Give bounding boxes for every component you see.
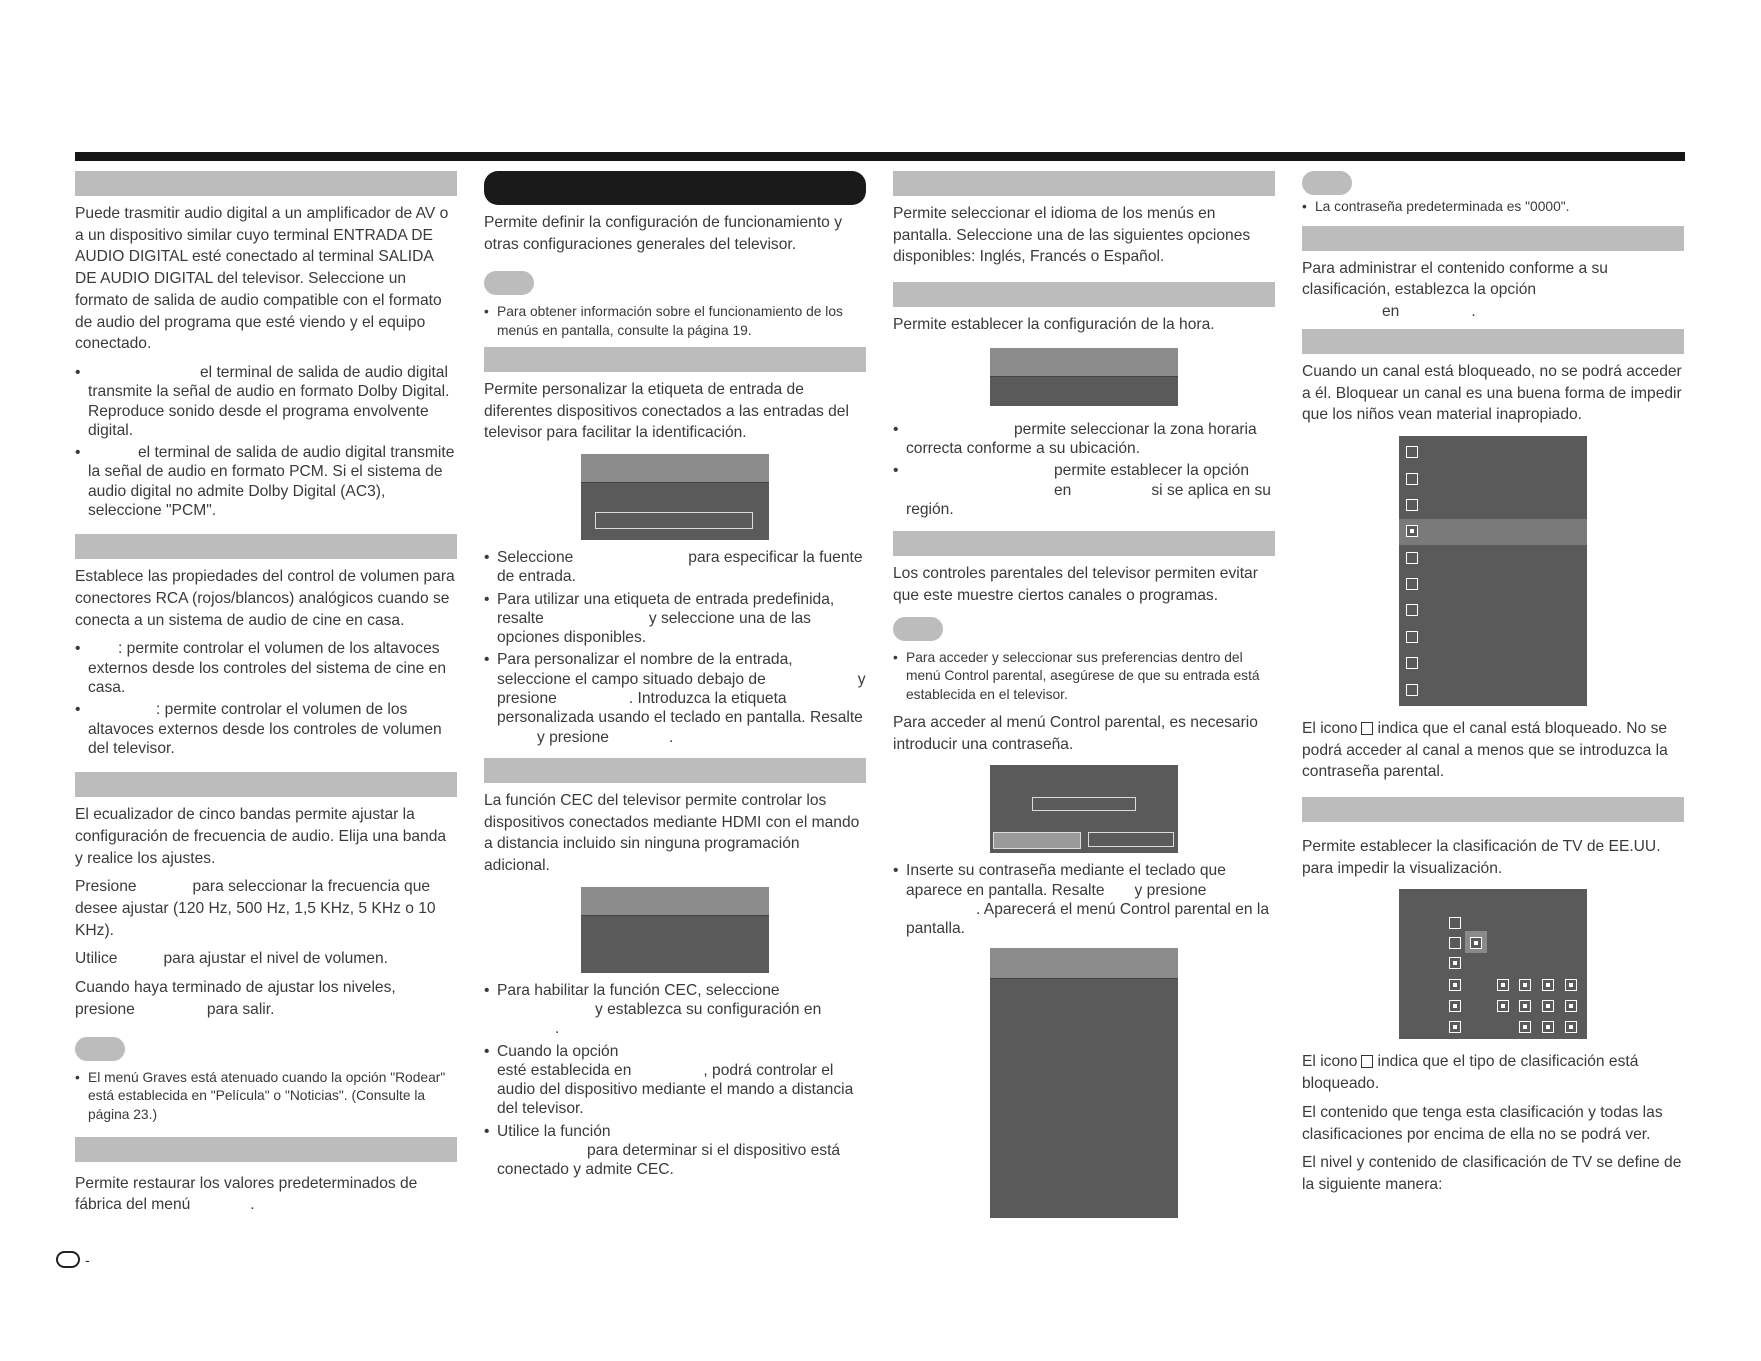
list-item: • Inserte su contraseña mediante el teclado que aparece en pantalla. Resalte y presione . Aparecerá el menú Control parental en la pantalla.: [893, 861, 1275, 938]
section-header-setup: [484, 171, 866, 205]
list-item: • Cuando la opción esté establecida en , podrá controlar el audio del dispositivo mediante el mando a distancia del televisor.: [484, 1042, 866, 1119]
checkbox[interactable]: [1449, 937, 1461, 949]
column-2: [484, 171, 866, 1183]
checkbox[interactable]: [1406, 657, 1418, 669]
lock-checkbox[interactable]: [1542, 1021, 1554, 1033]
section-header-cec: [484, 758, 866, 783]
bullet-list: [893, 861, 1275, 938]
bullet-list: [893, 420, 1275, 519]
lock-icon: [1361, 1055, 1373, 1068]
lock-checkbox[interactable]: [1565, 979, 1577, 991]
list-item: • Para utilizar una etiqueta de entrada predefinida, resalte y seleccione una de las opciones disponibles.: [484, 590, 866, 648]
paragraph: La función CEC del televisor permite controlar los dispositivos conectados mediante HDMI con el mando a distancia incluido sin ninguna programación adicional.: [484, 791, 860, 874]
paragraph: Los controles parentales del televisor permiten evitar que este muestre ciertos canales o programas.: [893, 565, 1258, 604]
paragraph: El nivel y contenido de clasificación de TV se define de la siguiente manera:: [1302, 1154, 1682, 1193]
checkbox[interactable]: [1406, 499, 1418, 511]
time-screen: [990, 348, 1178, 406]
paragraph: Permite establecer la configuración de la hora.: [893, 316, 1215, 334]
paragraph: Para administrar el contenido conforme a su clasificación, establezca la opción en .: [1302, 259, 1608, 321]
paragraph: El contenido que tenga esta clasificación y todas las clasificaciones por encima de ella no se podrá ver.: [1302, 1103, 1663, 1143]
note-badge: [1302, 171, 1352, 195]
checkbox[interactable]: [1406, 473, 1418, 485]
lock-checkbox[interactable]: [1565, 1000, 1577, 1012]
lock-checkbox[interactable]: [1519, 1000, 1531, 1012]
channel-block-screen: [1399, 436, 1587, 706]
column-3: [893, 171, 1275, 1218]
password-screen: [990, 765, 1178, 853]
paragraph: Permite seleccionar el idioma de los menús en pantalla. Seleccione una de las siguientes opciones disponibles: Inglés, Francés o Español.: [893, 205, 1251, 266]
paragraph: Permite restaurar los valores predeterminados de fábrica del menú .: [75, 1174, 418, 1214]
screen-header: [581, 887, 769, 916]
lock-checkbox[interactable]: [1497, 979, 1509, 991]
checkbox[interactable]: [1406, 684, 1418, 696]
checkbox[interactable]: [1406, 578, 1418, 590]
note-badge: [75, 1037, 125, 1061]
list-item: • : permite controlar el volumen de los altavoces externos desde los controles del sistema de cine en casa.: [75, 639, 457, 697]
paragraph: El ecualizador de cinco bandas permite ajustar la configuración de frecuencia de audio. Elija una banda y realice los ajustes.: [75, 806, 447, 867]
screen-header: [990, 348, 1178, 377]
note-list: [75, 1069, 457, 1125]
list-item: • : permite controlar el volumen de los altavoces externos desde los controles de volumen del televisor.: [75, 700, 457, 758]
bullet-list: [484, 548, 866, 747]
paragraph: Establece las propiedades del control de volumen para conectores RCA (rojos/blancos) analógicos cuando se conecta a un sistema de audio de cine en casa.: [75, 568, 455, 629]
section-header-audio-out: [75, 534, 457, 559]
bullet-list: [75, 639, 457, 758]
checkbox[interactable]: [1406, 604, 1418, 616]
paragraph: El icono indica que el canal está bloqueado. No se podrá acceder al canal a menos que se introduzca la contraseña parental.: [1302, 719, 1668, 781]
paragraph: Puede trasmitir audio digital a un amplificador de AV o a un dispositivo similar cuyo terminal ENTRADA DE AUDIO DIGITAL esté conectado al terminal SALIDA DE AUDIO DIGITAL del televisor. Seleccione un formato de salida de audio compatible con el formato de audio del programa que esté viendo y el equipo conectado.: [75, 205, 449, 353]
screen-header: [581, 454, 769, 483]
password-input[interactable]: [1032, 797, 1136, 811]
section-header-parental: [893, 531, 1275, 556]
note-badge: [893, 617, 943, 641]
paragraph: Utilice para ajustar el nivel de volumen.: [75, 950, 388, 968]
lock-checkbox[interactable]: [1449, 957, 1461, 969]
paragraph: Permite establecer la clasificación de TV de EE.UU. para impedir la visualización.: [1302, 838, 1661, 877]
section-header-input-label: [484, 347, 866, 372]
list-item: • Utilice la función para determinar si el dispositivo está conectado y admite CEC.: [484, 1122, 866, 1180]
section-header-time: [893, 282, 1275, 307]
list-item: • Para habilitar la función CEC, seleccioney establezca su configuración en .: [484, 981, 866, 1039]
checkbox[interactable]: [1406, 552, 1418, 564]
paragraph: El icono indica que el tipo de clasificación está bloqueado.: [1302, 1053, 1639, 1093]
page-number-icon: [56, 1251, 80, 1268]
paragraph: Cuando haya terminado de ajustar los niveles, presione para salir.: [75, 979, 396, 1018]
list-item: • permite establecer la opción en si se aplica en su región.: [893, 461, 1275, 519]
section-header-reset: [75, 1137, 457, 1162]
note-badge: [484, 271, 534, 295]
top-rule: [75, 152, 1685, 161]
lock-checkbox[interactable]: [1449, 1000, 1461, 1012]
lock-checkbox[interactable]: [1565, 1021, 1577, 1033]
list-item: • el terminal de salida de audio digital transmite la señal de audio en formato PCM. Si el sistema de audio digital no admite Dolby Digital (AC3), seleccione "PCM".: [75, 443, 457, 520]
selected-row[interactable]: [1399, 519, 1587, 545]
lock-checkbox[interactable]: [1542, 979, 1554, 991]
section-header-language: [893, 171, 1275, 196]
lock-checkbox[interactable]: [1519, 979, 1531, 991]
checkbox[interactable]: [1449, 917, 1461, 929]
lock-checkbox[interactable]: [1519, 1021, 1531, 1033]
cancel-button[interactable]: [1088, 832, 1174, 847]
list-item: • el terminal de salida de audio digital transmite la señal de audio en formato Dolby Digital. Reproduce sonido desde el programa envolvente digital.: [75, 363, 457, 440]
list-item: • Para obtener información sobre el funcionamiento de los menús en pantalla, consulte la página 19.: [484, 303, 866, 340]
paragraph: Cuando un canal está bloqueado, no se podrá acceder a él. Bloquear un canal es una buena forma de impedir que los niños vean material inapropiado.: [1302, 362, 1682, 424]
page-number-dash: -: [85, 1252, 90, 1268]
tv-rating-screen: [1399, 889, 1587, 1039]
section-header-equalizer: [75, 772, 457, 797]
column-4: [1302, 171, 1684, 1196]
lock-checkbox[interactable]: [1497, 1000, 1509, 1012]
paragraph: Permite definir la configuración de funcionamiento y otras configuraciones generales del televisor.: [484, 214, 842, 253]
checkbox[interactable]: [1406, 446, 1418, 458]
section-header-status: [1302, 226, 1684, 251]
paragraph: Para acceder al menú Control parental, es necesario introducir una contraseña.: [893, 713, 1258, 753]
paragraph: Permite personalizar la etiqueta de entrada de diferentes dispositivos conectados a las entradas del televisor para facilitar la identificación.: [484, 380, 849, 442]
section-header-channel-block: [1302, 329, 1684, 354]
lock-checkbox[interactable]: [1449, 1021, 1461, 1033]
parental-menu-screen: [990, 948, 1178, 1218]
list-item: • El menú Graves está atenuado cuando la opción "Rodear" está establecida en "Película" o "Noticias". (Consulte la página 23.): [75, 1069, 457, 1125]
section-header-digital-audio: [75, 171, 457, 196]
list-item: • Para acceder y seleccionar sus preferencias dentro del menú Control parental, asegúrese de que su entrada está establecida en el televisor.: [893, 649, 1275, 705]
note-list: [484, 303, 866, 340]
cec-screen: [581, 887, 769, 973]
bullet-list: [75, 363, 457, 520]
paragraph: Presione para seleccionar la frecuencia que desee ajustar (120 Hz, 500 Hz, 1,5 KHz, 5 KHz o 10 KHz).: [75, 878, 436, 939]
bullet-list: [484, 981, 866, 1180]
column-1: [75, 171, 457, 1216]
checkbox[interactable]: [1406, 631, 1418, 643]
lock-checkbox[interactable]: [1470, 937, 1482, 949]
list-item: • Seleccione para especificar la fuente de entrada.: [484, 548, 866, 587]
lock-icon: [1361, 722, 1373, 735]
label-input-field[interactable]: [595, 512, 753, 529]
note-list: [893, 649, 1275, 705]
screen-header: [990, 948, 1178, 979]
note-list: [1302, 198, 1684, 217]
lock-checkbox[interactable]: [1449, 979, 1461, 991]
list-item: • Para personalizar el nombre de la entrada, seleccione el campo situado debajo de y presione . Introduzca la etiqueta personalizada usando el teclado en pantalla. Resaltey presione .: [484, 650, 866, 746]
input-label-screen: [581, 454, 769, 540]
ok-button[interactable]: [993, 832, 1081, 849]
lock-checkbox[interactable]: [1406, 525, 1418, 537]
list-item: • La contraseña predeterminada es "0000".: [1302, 198, 1684, 217]
section-header-us-tv-rating: [1302, 797, 1684, 822]
lock-checkbox[interactable]: [1542, 1000, 1554, 1012]
list-item: • permite seleccionar la zona horaria correcta conforme a su ubicación.: [893, 420, 1275, 459]
